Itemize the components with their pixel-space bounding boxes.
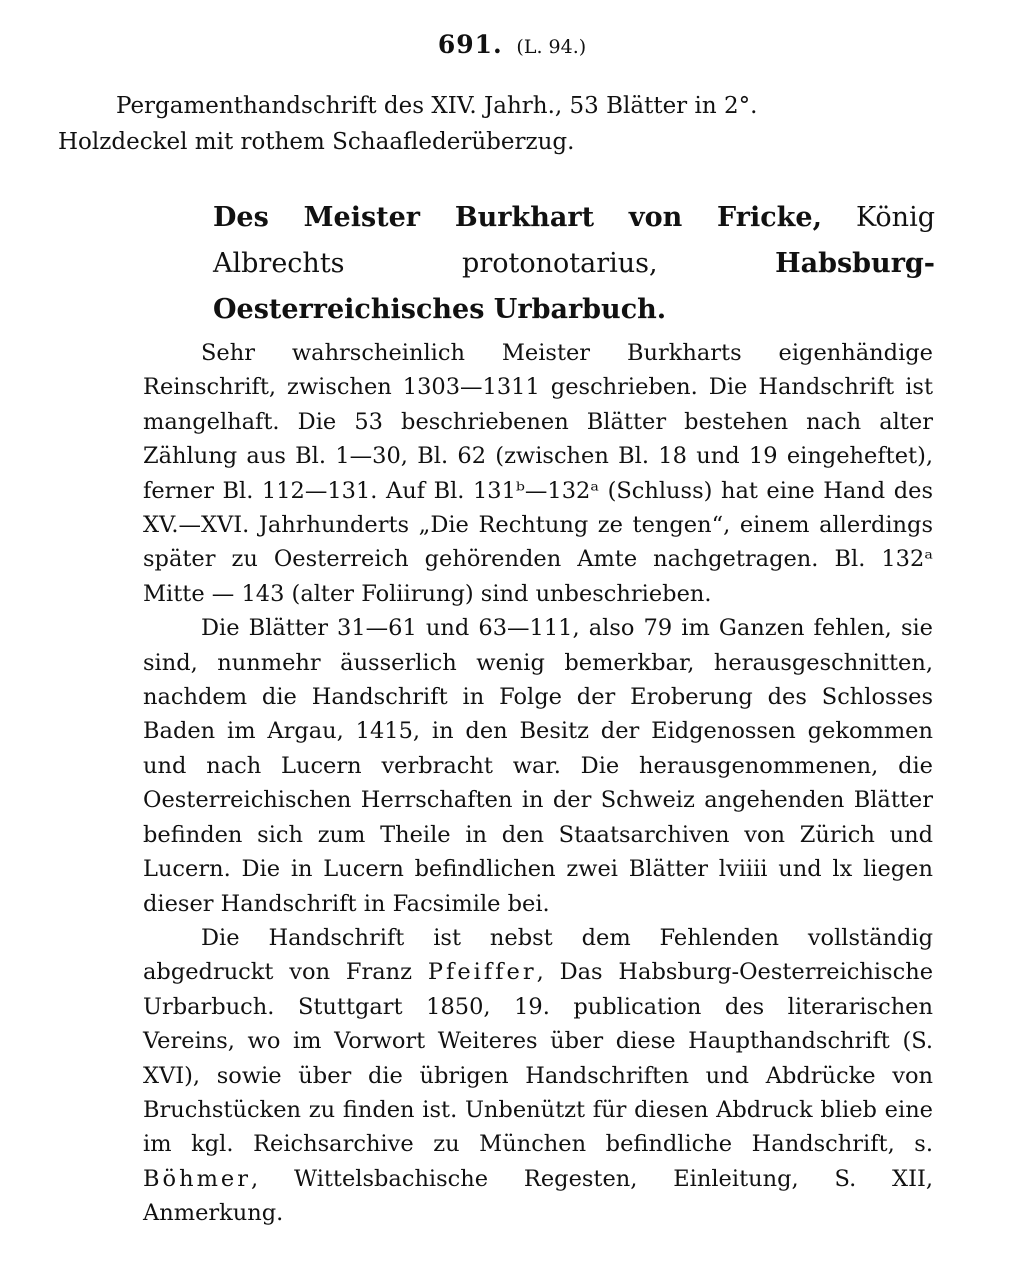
manuscript-description [58,88,928,160]
entry-number: 691. [437,30,503,59]
description-line-2: Holzdeckel mit rothem Schaaflederüberzug. [58,129,575,155]
paragraph-3-part-a: Die Handschrift ist nebst dem Fehlenden vollständig abgedruckt von Franz [143,924,933,986]
body-text [143,336,933,1231]
title-work: Habsburg-Oesterreichisches Urbarbuch. [213,248,935,325]
paragraph-3-part-b: , Das Habsburg-Oesterreichische Urbarbuch. Stuttgart 1850, 19. publication des literarischen Vereins, wo im Vorwort Weiteres über diese Haupthandschrift (S. XVI), sowie über die übrigen Handschriften und Abdrücke von Bruchstücken zu finden ist. Unbenützt für diesen Abdruck blieb eine im kgl. Reichsarchive zu München befindliche Handschrift, s. [143,959,934,1158]
title-role: König Albrechts protonotarius, [213,202,935,279]
paragraph-3-part-c: , Wittelsbachische Regesten, Einleitung, S. XII, Anmerkung. [143,1165,933,1227]
entry-heading [0,30,1024,59]
work-title [213,195,935,333]
author-name-pfeiffer: Pfeiffer [427,959,537,986]
description-line-1: Pergamenthandschrift des XIV. Jahrh., 53 Blätter in 2°. [116,93,758,119]
paragraph-1: Sehr wahrscheinlich Meister Burkharts eigenhändige Reinschrift, zwischen 1303—1311 geschrieben. Die Handschrift ist mangelhaft. Die 53 beschriebenen Blätter bestehen nach alter Zählung aus Bl. 1—30, Bl. 62 (zwischen Bl. 18 und 19 eingeheftet), ferner Bl. 112—131. Auf Bl. 131ᵇ—132ᵃ (Schluss) hat eine Hand des XV.—XVI. Jahrhunderts „Die Rechtung ze tengen“, einem allerdings später zu Oesterreich gehörenden Amte nachgetragen. Bl. 132ᵃ Mitte — 143 (alter Foliirung) sind unbeschrieben. [143,340,933,607]
paragraph-2: Die Blätter 31—61 und 63—111, also 79 im Ganzen fehlen, sie sind, nunmehr äusserlich wenig bemerkbar, herausgeschnitten, nachdem die Handschrift in Folge der Eroberung des Schlosses Baden im Argau, 1415, in den Besitz der Eidgenossen gekommen und nach Lucern verbracht war. Die herausgenommenen, die Oesterreichischen Herrschaften in der Schweiz angehenden Blätter befinden sich zum Theile in den Staatsarchiven von Zürich und Lucern. Die in Lucern befindlichen zwei Blätter lviiii und lx liegen dieser Handschrift in Facsimile bei. [143,615,933,917]
title-author: Des Meister Burkhart von Fricke, [213,202,822,233]
paragraph-3 [143,921,933,1231]
author-name-boehmer: Böhmer [143,1165,251,1192]
entry-signature: (L. 94.) [516,36,587,58]
